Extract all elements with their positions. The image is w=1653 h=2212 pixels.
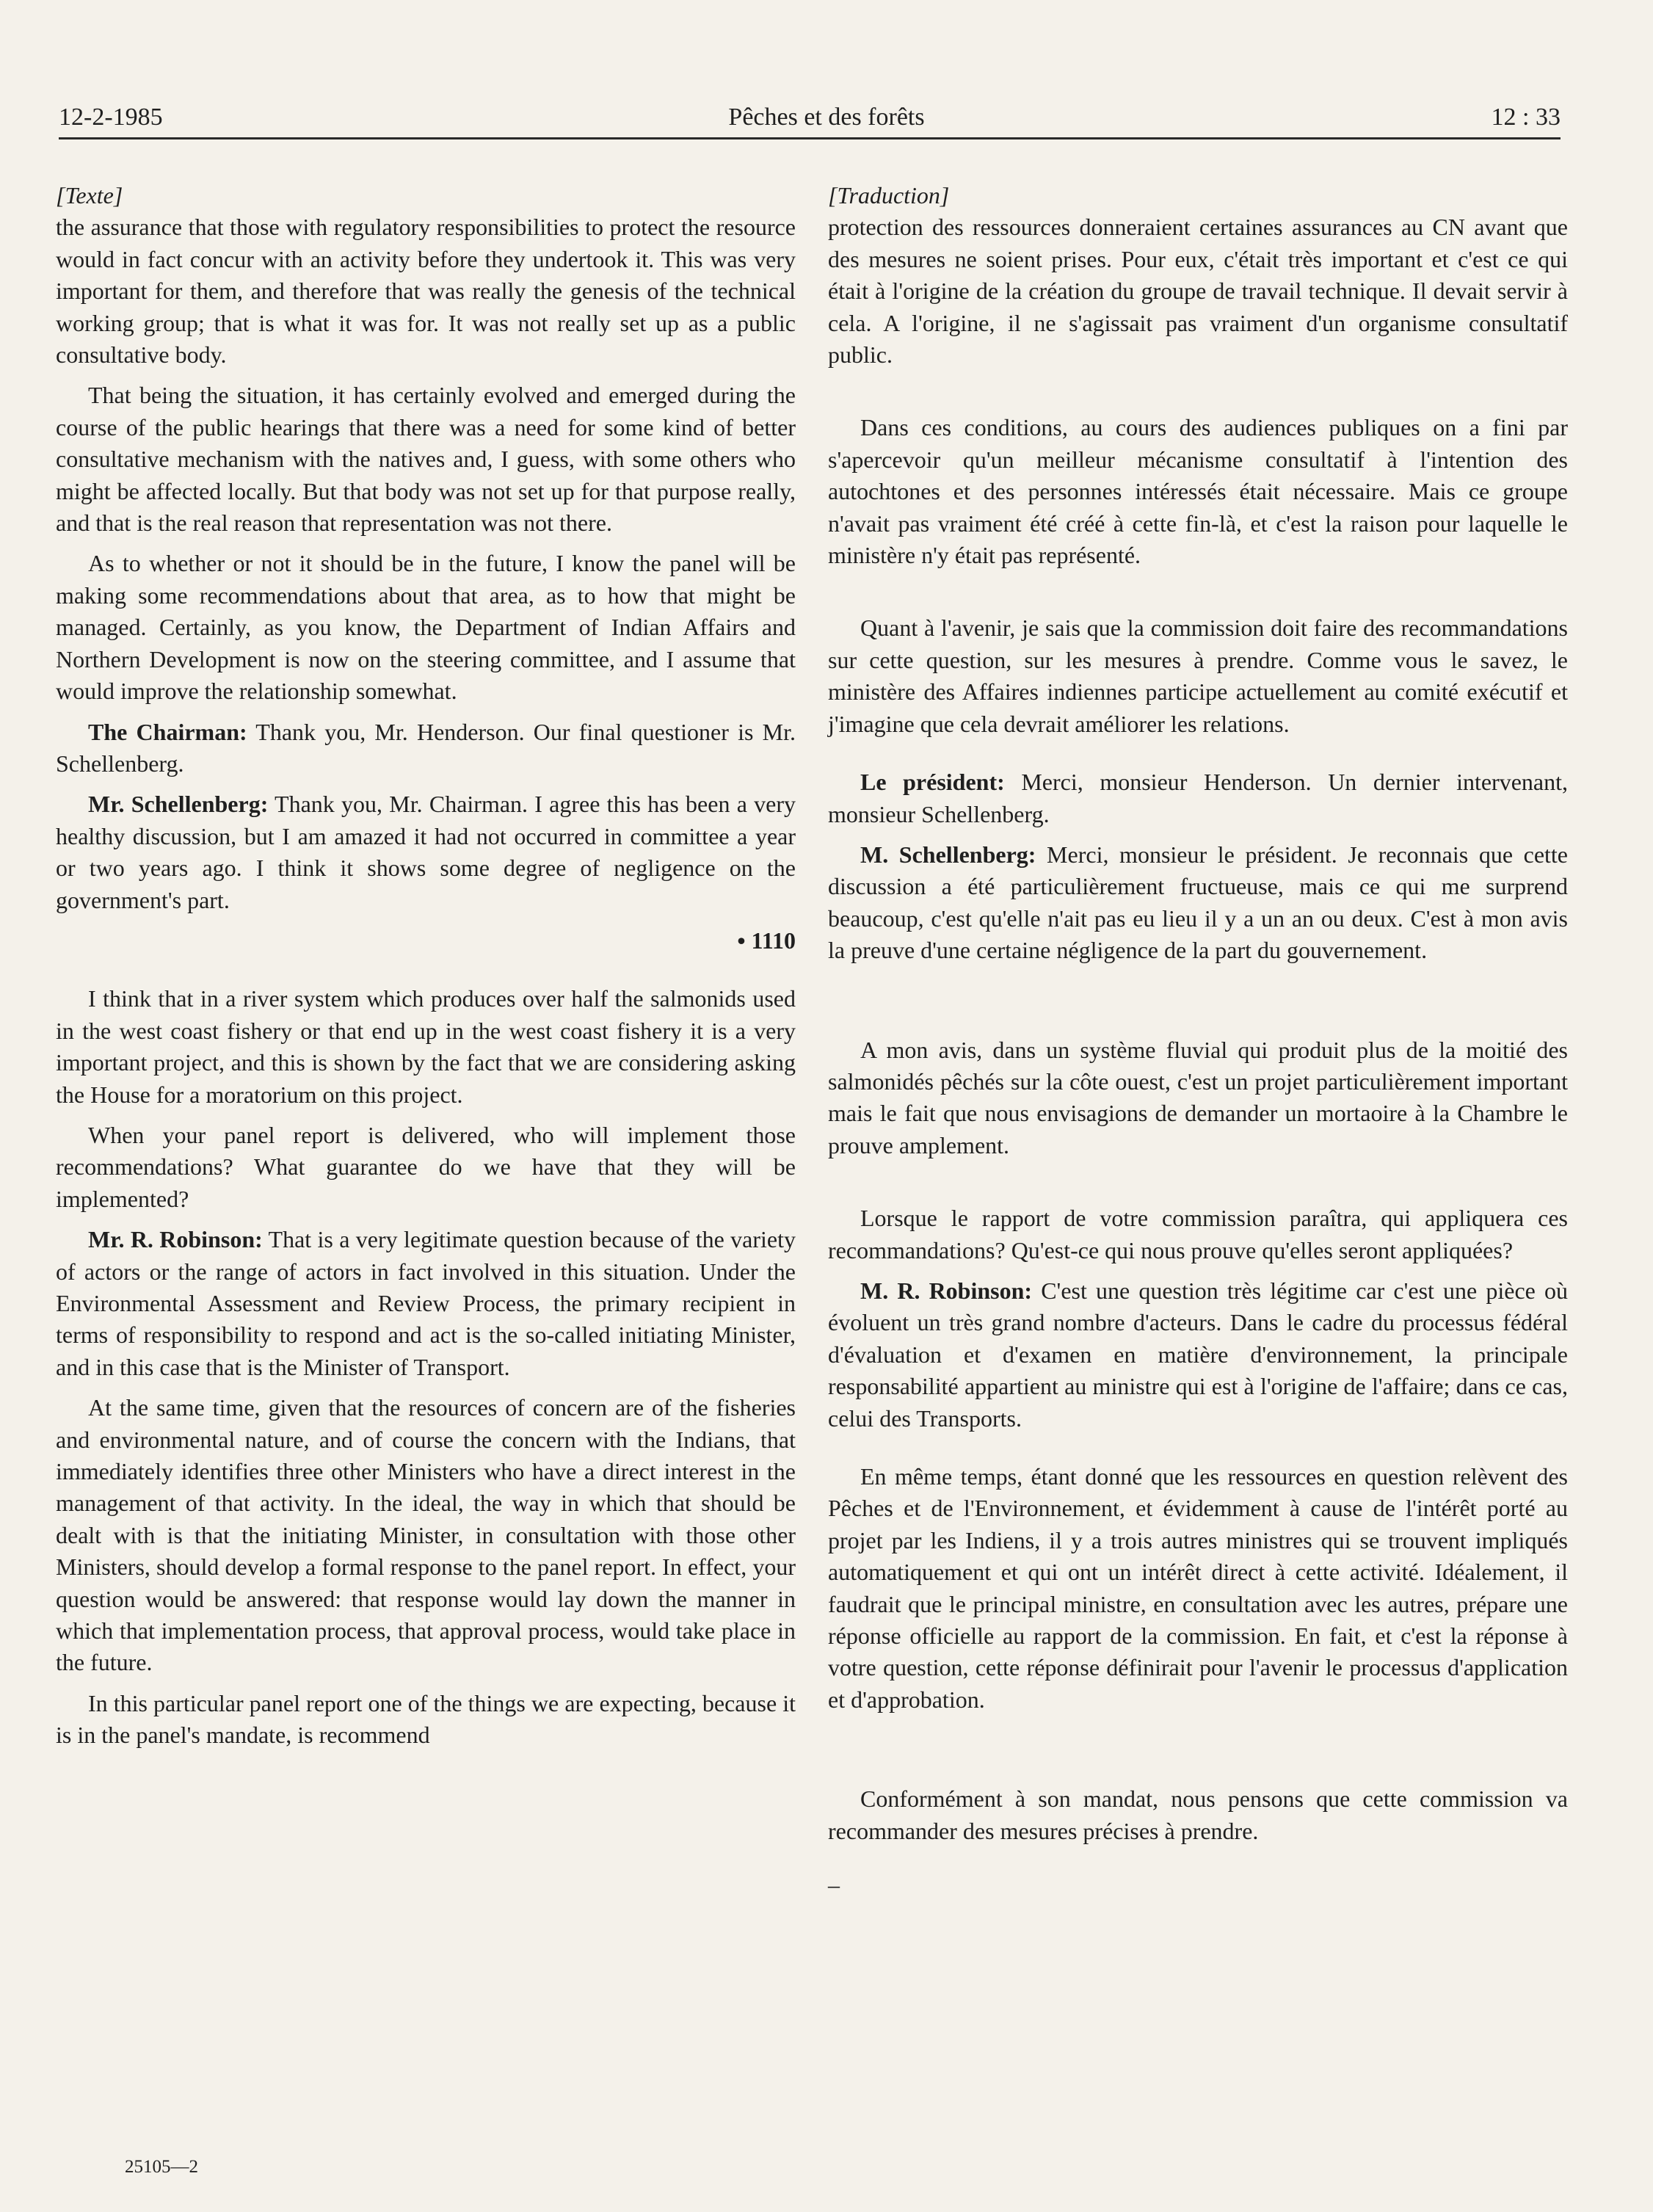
speaker-paragraph (56, 788, 796, 916)
speaker-paragraph (56, 1224, 796, 1383)
speaker-name: Mr. R. Robinson: (88, 1226, 263, 1253)
time-marker: • 1110 (737, 926, 796, 954)
speaker-paragraph (828, 1275, 1568, 1435)
speaker-paragraph (56, 717, 796, 780)
header-rule (59, 137, 1561, 139)
header-date: 12-2-1985 (59, 104, 163, 131)
paragraph: Conformément à son mandat, nous pensons que cette commission va recommander des mesures précises à prendre. (828, 1785, 1568, 1844)
speaker-paragraph (828, 766, 1568, 830)
paragraph: I think that in a river system which produces over half the salmonids used in the west coast fishery or that end up in the west coast fishery it is a very important project, and this is shown by the fact that we are considering asking the House for a moratorium on this project. (56, 985, 796, 1108)
language-tag: [Traduction] (828, 182, 950, 208)
paragraph: That being the situation, it has certainly evolved and emerged during the course of the public hearings that there was a need for some kind of better consultative mechanism with the natives and, I guess, with some others who might be affected locally. But that body was not set up for that purpose really, and that is the real reason that representation was not there. (56, 382, 796, 537)
speaker-name: M. Schellenberg: (860, 841, 1036, 868)
paragraph: the assurance that those with regulatory responsibilities to protect the resource would in fact concur with an activity before they undertook it. This was very important for them, and therefore that was really the genesis of the technical working group; that is what it was for. It was not really set up as a public consultative body. (56, 214, 796, 369)
english-column (56, 180, 796, 1752)
speaker-text: Thank you, Mr. Chairman. I agree this has been a very healthy discussion, but I am amazed it had not occurred in committee a year or two years ago. I think it shows some degree of negligence on the government's part. (56, 791, 796, 913)
header-page-number: 12 : 33 (1491, 104, 1561, 131)
paragraph: In this particular panel report one of the things we are expecting, because it is in the panel's mandate, is recommend (56, 1689, 796, 1749)
speaker-text: Thank you, Mr. Henderson. Our final questioner is Mr. Schellenberg. (56, 718, 796, 777)
speaker-name: Le président: (860, 769, 1005, 796)
paragraph: Quant à l'avenir, je sais que la commission doit faire des recommandations sur cette question, sur les mesures à prendre. Comme vous le savez, le ministère des Affaires indiennes participe actuellement au comité exécutif et j'imagine que cela devrait améliorer les relations. (828, 614, 1568, 737)
paragraph: Dans ces conditions, au cours des audiences publiques on a fini par s'apercevoir qu'un meilleur mécanisme consultatif à l'intention des autochtones et des personnes intéressés était nécessaire. Mais ce groupe n'avait pas vraiment été créé à cette fin-là, et c'est la raison pour laquelle le ministère n'y était pas représenté. (828, 414, 1568, 569)
paragraph: A mon avis, dans un système fluvial qui produit plus de la moitié des salmonidés pêchés sur la côte ouest, c'est un projet particulièrement important mais le fait que nous envisagions de demander un mortaoire à la Chambre le prouve amplement. (828, 1036, 1568, 1158)
footer-code: 25105—2 (125, 2157, 198, 2177)
paragraph: As to whether or not it should be in the future, I know the panel will be making some recommendations about that area, as to how that might be managed. Certainly, as you know, the Department of Indian Affairs and Northern Development is now on the steering committee, and I assume that would improve the relationship somewhat. (56, 550, 796, 705)
speaker-text: That is a very legitimate question because of the variety of actors or the range of actors in fact involved in this situation. Under the Environmental Assessment and Review Process, the primary recipient in terms of responsibility to respond and act is the so-called initiating Minister, and in this case that is the Minister of Transport. (56, 1226, 796, 1380)
speaker-text: Merci, monsieur Henderson. Un dernier intervenant, monsieur Schellenberg. (828, 769, 1569, 827)
speaker-text: C'est une question très légitime car c'est une pièce où évoluent un très grand nombre d'acteurs. Dans le cadre du processus fédéral d'évaluation et d'examen en matière d'environnement, la principale responsabilité appartient au ministre qui est à l'origine de l'affaire; dans ce cas, celui des Transports. (828, 1277, 1569, 1432)
dash-mark: – (828, 1871, 840, 1899)
speaker-text: Merci, monsieur le président. Je reconnais que cette discussion a été particulièrement fructueuse, mais ce qui me surprend beaucoup, c'est qu'elle n'ait pas eu lieu il y a un an ou deux. C'est à mon avis la preuve d'une certaine négligence de la part du gouvernement. (828, 841, 1569, 964)
paragraph: protection des ressources donneraient certaines assurances au CN avant que des mesures ne soient prises. Pour eux, c'était très important et c'est ce qui était à l'origine de la création du groupe de travail technique. Il devait servir à cela. A l'origine, il ne s'agissait pas vraiment d'un organisme consultatif public. (828, 214, 1568, 369)
paragraph: En même temps, étant donné que les ressources en question relèvent des Pêches et de l'Environnement, et évidemment à cause de l'intérêt porté au projet par les Indiens, il y a trois autres ministres qui se trouvent impliqués automatiquement et qui ont un intérêt direct à cette activité. Idéalement, il faudrait que le principal ministre, en consultation avec les autres, prépare une réponse officielle au rapport de la commission. En fait, et c'est la réponse à votre question, cette réponse définirait pour l'avenir le processus d'application et d'approbation. (828, 1463, 1568, 1713)
paragraph: Lorsque le rapport de votre commission paraîtra, qui appliquera ces recommandations? Qu'est-ce qui nous prouve qu'elles seront appliquées? (828, 1205, 1568, 1263)
paragraph: At the same time, given that the resources of concern are of the fisheries and environmental nature, and of course the concern with the Indians, that immediately identifies three other Ministers who have a direct interest in the management of that activity. In the ideal, the way in which that should be dealt with is that the initiating Minister, in consultation with those other Ministers, should develop a formal response to the panel report. In effect, your question would be answered: that response would lay down the manner in which that implementation process, that approval process, would take place in the future. (56, 1394, 796, 1676)
speaker-name: Mr. Schellenberg: (88, 791, 269, 818)
paragraph: When your panel report is delivered, who will implement those recommendations? What guarantee do we have that they will be implemented? (56, 1121, 796, 1212)
language-tag: [Texte] (56, 182, 123, 208)
speaker-name: The Chairman: (88, 718, 247, 745)
speaker-name: M. R. Robinson: (860, 1277, 1033, 1304)
header-title: Pêches et des forêts (728, 104, 925, 131)
french-column (828, 180, 1568, 1901)
speaker-paragraph (828, 839, 1568, 967)
